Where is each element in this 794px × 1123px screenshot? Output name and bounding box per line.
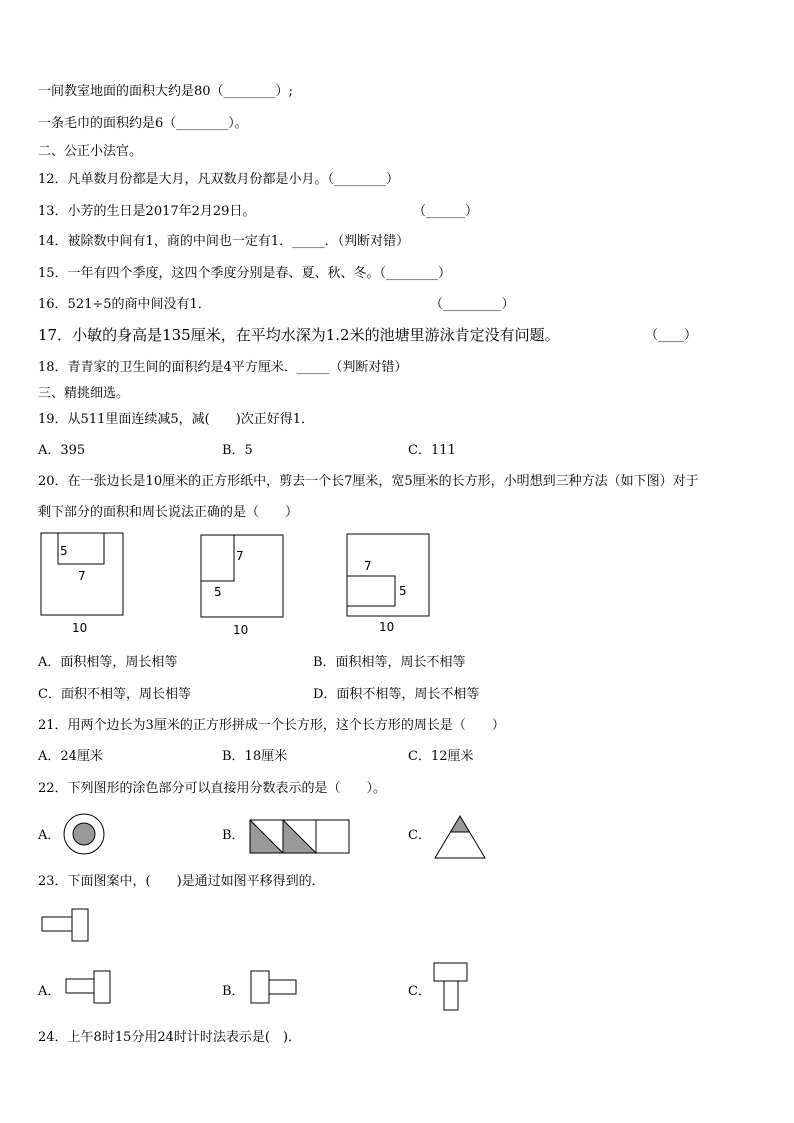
question-17: 17．小敏的身高是135厘米，在平均水深为1.2米的池塘里游泳肯定没有问题。 bbox=[38, 326, 560, 344]
translation-reference-shape-icon bbox=[41, 908, 93, 944]
question-13-blank: （______） bbox=[413, 204, 479, 219]
figure-1-label-length: 7 bbox=[78, 569, 86, 583]
figure-3-label-side: 10 bbox=[379, 620, 395, 634]
question-22: 22．下列图形的涂色部分可以直接用分数表示的是（ ）。 bbox=[38, 781, 387, 796]
question-23-option-a[interactable]: A． bbox=[38, 984, 61, 999]
question-22-option-a[interactable]: A． bbox=[38, 828, 61, 843]
question-12: 12．凡单数月份都是大月，凡双数月份都是小月。（________） bbox=[38, 172, 400, 187]
figure-2-label-length: 7 bbox=[236, 549, 244, 563]
figure-square-cut-2 bbox=[200, 534, 290, 640]
question-20-line-1: 20．在一张边长是10厘米的正方形纸中，剪去一个长7厘米，宽5厘米的长方形，小明想到三种方法（如下图）对于 bbox=[38, 474, 699, 489]
question-18: 18．青青家的卫生间的面积约是4平方厘米．_____（判断对错） bbox=[38, 360, 408, 375]
question-20-line-2: 剩下部分的面积和周长说法正确的是（ ） bbox=[38, 505, 299, 520]
question-19-option-c[interactable]: C．111 bbox=[408, 443, 456, 458]
shaded-triangle-squares-icon bbox=[249, 819, 351, 855]
question-16-blank: （_________） bbox=[430, 297, 515, 312]
question-16: 16．521÷5的商中间没有1． bbox=[38, 297, 211, 312]
question-21-option-b[interactable]: B．18厘米 bbox=[222, 749, 288, 764]
figure-1-label-width: 5 bbox=[60, 544, 68, 558]
question-19-option-a[interactable]: A．395 bbox=[38, 443, 86, 458]
translation-option-c-shape-icon bbox=[433, 962, 473, 1014]
section-heading-choice: 三、精挑细选。 bbox=[38, 386, 130, 401]
question-23-option-b[interactable]: B． bbox=[222, 984, 245, 999]
question-22-option-b[interactable]: B． bbox=[222, 828, 245, 843]
question-24: 24．上午8时15分用24时计时法表示是( )． bbox=[38, 1030, 302, 1045]
text-classroom-area: 一间教室地面的面积大约是80（________）; bbox=[38, 84, 293, 99]
question-20-option-a[interactable]: A．面积相等，周长相等 bbox=[38, 655, 178, 670]
figure-2-label-width: 5 bbox=[214, 585, 222, 599]
question-20-option-c[interactable]: C．面积不相等，周长相等 bbox=[38, 687, 191, 702]
question-20-option-b[interactable]: B．面积相等，周长不相等 bbox=[313, 655, 466, 670]
question-13: 13．小芳的生日是2017年2月29日。 bbox=[38, 204, 256, 219]
question-23-option-c[interactable]: C． bbox=[408, 984, 431, 999]
figure-1-label-side: 10 bbox=[72, 621, 88, 635]
section-heading-judge: 二、公正小法官。 bbox=[38, 144, 143, 159]
figure-3-label-width: 5 bbox=[399, 584, 407, 598]
question-20-option-d[interactable]: D．面积不相等，周长不相等 bbox=[313, 687, 480, 702]
question-19: 19．从511里面连续减5，减( )次正好得1． bbox=[38, 412, 315, 427]
ring-shape-icon bbox=[63, 813, 107, 857]
figure-square-cut-1 bbox=[40, 532, 130, 636]
text-towel-area: 一条毛巾的面积约是6（________）。 bbox=[38, 116, 248, 131]
figure-2-label-side: 10 bbox=[233, 623, 249, 637]
question-15: 15．一年有四个季度，这四个季度分别是春、夏、秋、冬。（________） bbox=[38, 266, 452, 281]
shaded-triangle-icon bbox=[434, 815, 488, 861]
question-23: 23．下面图案中，( )是通过如图平移得到的． bbox=[38, 874, 325, 889]
question-19-option-b[interactable]: B．5 bbox=[222, 443, 253, 458]
question-22-option-c[interactable]: C． bbox=[408, 828, 431, 843]
question-17-blank: （____） bbox=[645, 328, 698, 343]
figure-square-cut-3 bbox=[346, 533, 436, 637]
figure-3-label-length: 7 bbox=[364, 559, 372, 573]
translation-option-b-shape-icon bbox=[250, 970, 302, 1006]
question-21-option-c[interactable]: C．12厘米 bbox=[408, 749, 474, 764]
question-21: 21．用两个边长为3厘米的正方形拼成一个长方形，这个长方形的周长是（ ） bbox=[38, 718, 505, 733]
question-14: 14．被除数中间有1，商的中间也一定有1．_____．（判断对错） bbox=[38, 234, 410, 249]
question-21-option-a[interactable]: A．24厘米 bbox=[38, 749, 103, 764]
translation-option-a-shape-icon bbox=[65, 970, 117, 1006]
